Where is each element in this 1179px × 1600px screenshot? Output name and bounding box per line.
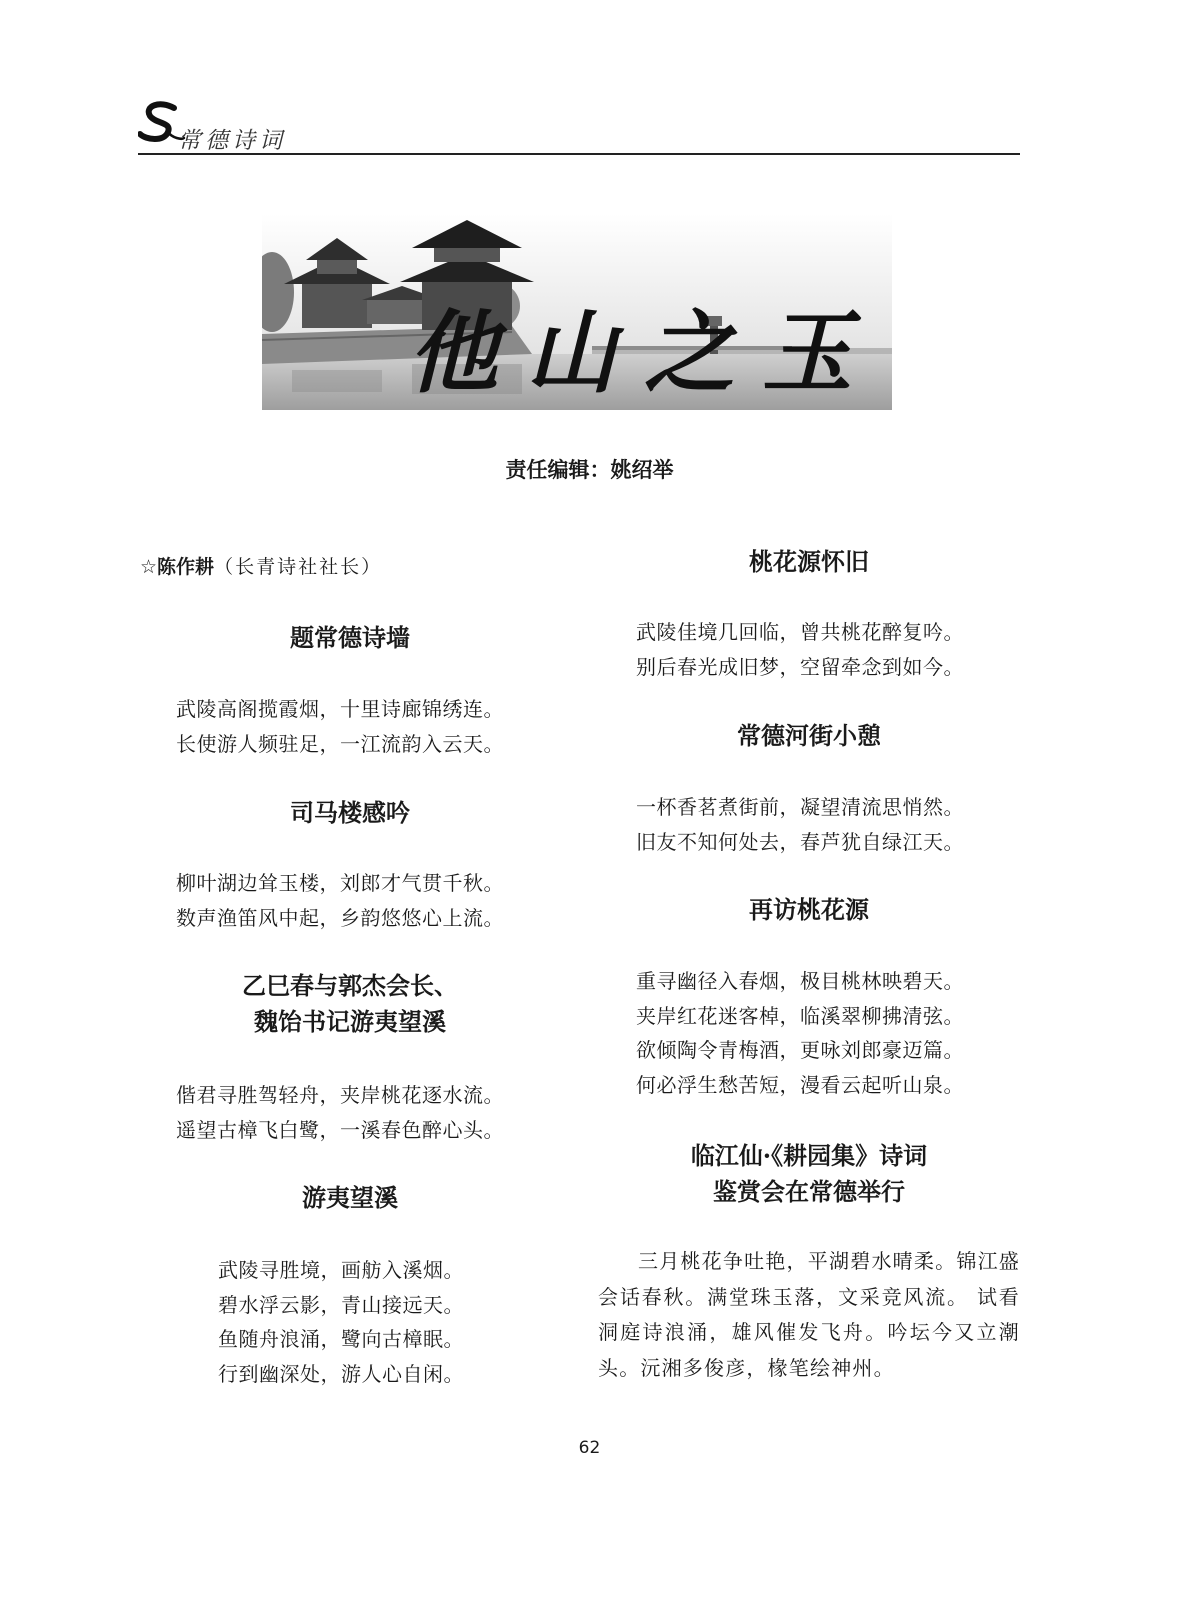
page-number: 62 <box>578 1438 601 1458</box>
poem-title-line: 临江仙·《耕园集》诗词 <box>690 1141 928 1170</box>
poem-body <box>636 790 964 859</box>
banner-title: 他山之玉 <box>408 300 880 406</box>
poem-title <box>140 1180 560 1216</box>
poem-title-line: 常德河街小憩 <box>737 721 881 750</box>
poem-line: 鱼随舟浪涌，鹭向古樟眠。 <box>218 1327 464 1351</box>
poem-line: 偕君寻胜驾轻舟，夹岸桃花逐水流。 <box>176 1083 504 1107</box>
author-byline <box>140 552 382 579</box>
author-name: 陈作耕 <box>157 556 215 578</box>
running-header <box>138 98 1020 158</box>
poem-line: 数声渔笛风中起，乡韵悠悠心上流。 <box>176 905 504 930</box>
poem-line: 柳叶湖边耸玉楼，刘郎才气贯千秋。 <box>176 871 504 895</box>
poem-title-line: 题常德诗墙 <box>290 623 410 652</box>
poem-title <box>598 892 1020 928</box>
poem-body <box>218 1253 464 1391</box>
poem-title-line: 桃花源怀旧 <box>749 547 869 576</box>
poem-line: 夹岸红花迷客棹，临溪翠柳拂清弦。 <box>636 1003 964 1028</box>
poem-body <box>176 866 504 935</box>
poem-title-line: 司马楼感吟 <box>290 798 410 827</box>
poem-line: 行到幽深处，游人心自闲。 <box>218 1361 464 1386</box>
poem-title-line: 鉴赏会在常德举行 <box>713 1177 905 1206</box>
poem-line: 重寻幽径入春烟，极目桃林映碧天。 <box>636 969 964 993</box>
poem-title-line: 乙巳春与郭杰会长、 <box>242 971 458 1000</box>
section-banner <box>262 214 892 410</box>
star-icon: ☆ <box>140 556 158 578</box>
poem-line: 旧友不知何处去，春芦犹自绿江天。 <box>636 829 964 854</box>
poem-line: 武陵寻胜境，画舫入溪烟。 <box>218 1258 464 1282</box>
poem-title <box>140 620 560 656</box>
poem-body <box>636 615 964 684</box>
poem-title-line: 游夷望溪 <box>302 1183 398 1212</box>
ci-poem-body <box>598 1244 1020 1386</box>
poem-title <box>598 544 1020 580</box>
poem-line: 别后春光成旧梦，空留牵念到如今。 <box>636 654 964 679</box>
poem-title <box>598 1138 1020 1210</box>
poem-line: 武陵高阁揽霞烟，十里诗廊锦绣连。 <box>176 697 504 721</box>
poem-title <box>140 968 560 1040</box>
poem-body <box>176 692 504 761</box>
ci-poem-text: 三月桃花争吐艳，平湖碧水晴柔。锦江盛会话春秋。满堂珠玉落，文采竞风流。 试看洞庭诗浪涌，雄风催发飞舟。吟坛今又立潮头。沅湘多俊彦，椽笔绘神州。 <box>598 1249 1020 1380</box>
header-rule <box>138 153 1020 155</box>
poem-body <box>176 1078 504 1147</box>
publication-name: 常德诗词 <box>178 128 286 154</box>
poem-line: 碧水浮云影，青山接远天。 <box>218 1292 464 1317</box>
poem-line: 何必浮生愁苦短，漫看云起听山泉。 <box>636 1072 964 1097</box>
poem-title <box>598 718 1020 754</box>
poem-line: 一杯香茗煮街前，凝望清流思悄然。 <box>636 795 964 819</box>
poem-line: 武陵佳境几回临，曾共桃花醉复吟。 <box>636 620 964 644</box>
responsible-editor: 责任编辑：姚绍举 <box>505 458 674 482</box>
poem-line: 长使游人频驻足，一江流韵入云天。 <box>176 731 504 756</box>
author-role: （长青诗社社长） <box>214 556 383 578</box>
poem-title <box>140 795 560 831</box>
poem-title-line: 再访桃花源 <box>749 895 869 924</box>
poem-body <box>636 964 964 1102</box>
poem-title-line: 魏饴书记游夷望溪 <box>254 1007 446 1036</box>
poem-line: 遥望古樟飞白鹭，一溪春色醉心头。 <box>176 1117 504 1142</box>
poem-line: 欲倾陶令青梅酒，更咏刘郎豪迈篇。 <box>636 1038 964 1062</box>
